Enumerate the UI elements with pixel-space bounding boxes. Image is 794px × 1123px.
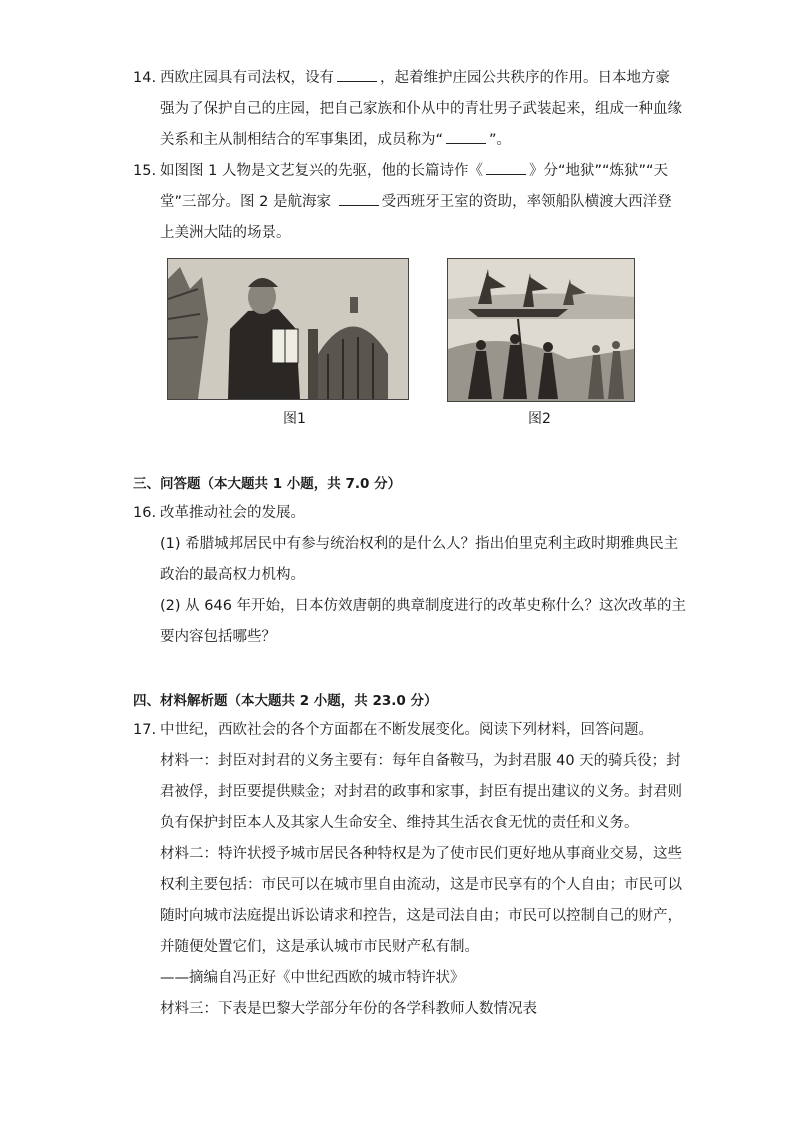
answer-blank[interactable] (446, 129, 486, 144)
figure-2-image (447, 258, 635, 402)
sub-question-2-cont: 要内容包括哪些？ (160, 629, 276, 645)
material-3-line: 材料三：下表是巴黎大学部分年份的各学科教师人数情况表 (160, 1001, 537, 1017)
question-number: 17. (133, 722, 157, 738)
answer-blank[interactable] (337, 67, 377, 82)
question-line: 上美洲大陆的场景。 (160, 225, 291, 241)
material-source: ——摘编自冯正好《中世纪西欧的城市特许状》 (160, 970, 465, 986)
sub-question-1-cont: 政治的最高权力机构。 (160, 567, 305, 583)
question-intro: 中世纪，西欧社会的各个方面都在不断发展变化。阅读下列材料，回答问题。 (160, 722, 653, 738)
material-2-line: 权利主要包括：市民可以在城市里自由流动，这是市民享有的个人自由；市民可以 (160, 877, 682, 893)
columbus-landing-engraving-icon (448, 259, 634, 401)
question-15 (133, 156, 693, 249)
question-17 (133, 715, 693, 1025)
question-line: 西欧庄园具有司法权，设有 ，起着维护庄园公共秩序的作用。日本地方豪 (160, 63, 693, 94)
question-line: 堂”三部分。图 2 是航海家 受西班牙王室的资助，率领船队横渡大西洋登 (160, 187, 693, 218)
question-16 (133, 498, 693, 653)
sub-question-1: (1) 希腊城邦居民中有参与统治权利的是什么人？指出伯里克利主政时期雅典民主 (160, 536, 679, 552)
question-number: 16. (133, 505, 157, 521)
material-1-line: 材料一：封臣对封君的义务主要有：每年自备鞍马，为封君服 40 天的骑兵役；封 (160, 753, 681, 769)
section-heading-4: 四、材料解析题（本大题共 2 小题，共 23.0 分） (133, 693, 438, 709)
answer-blank[interactable] (486, 160, 526, 175)
dante-engraving-icon (168, 259, 408, 399)
question-line: 强为了保护自己的庄园，把自己家族和仆从中的青壮男子武装起来，组成一种血缘 (160, 101, 682, 117)
question-number: 15. (133, 163, 157, 179)
material-2-line: 材料二：特许状授予城市居民各种特权是为了使市民们更好地从事商业交易，这些 (160, 846, 682, 862)
material-1-line: 负有保护封臣本人及其家人生命安全、维持其生活衣食无忧的责任和义务。 (160, 815, 639, 831)
question-line: 关系和主从制相结合的军事集团，成员称为“ ”。 (160, 125, 693, 156)
answer-blank[interactable] (339, 191, 379, 206)
question-14 (133, 63, 693, 156)
figure-1-image (167, 258, 409, 400)
question-number: 14. (133, 70, 157, 86)
material-2-line: 并随便处置它们，这是承认城市市民财产私有制。 (160, 939, 479, 955)
section-heading-3: 三、问答题（本大题共 1 小题，共 7.0 分） (133, 476, 402, 492)
sub-question-2: (2) 从 646 年开始，日本仿效唐朝的典章制度进行的改革史称什么？这次改革的主 (160, 598, 687, 614)
figure-1-caption: 图1 (283, 411, 306, 427)
question-line: 如图图 1 人物是文艺复兴的先驱，他的长篇诗作《 》分“地狱”“炼狱”“天 (160, 156, 693, 187)
question-intro: 改革推动社会的发展。 (160, 505, 305, 521)
figure-2-caption: 图2 (528, 411, 551, 427)
material-1-line: 君被俘，封臣要提供赎金；对封君的政事和家事，封臣有提出建议的义务。封君则 (160, 784, 682, 800)
material-2-line: 随时向城市法庭提出诉讼请求和控告，这是司法自由；市民可以控制自己的财产， (160, 908, 682, 924)
